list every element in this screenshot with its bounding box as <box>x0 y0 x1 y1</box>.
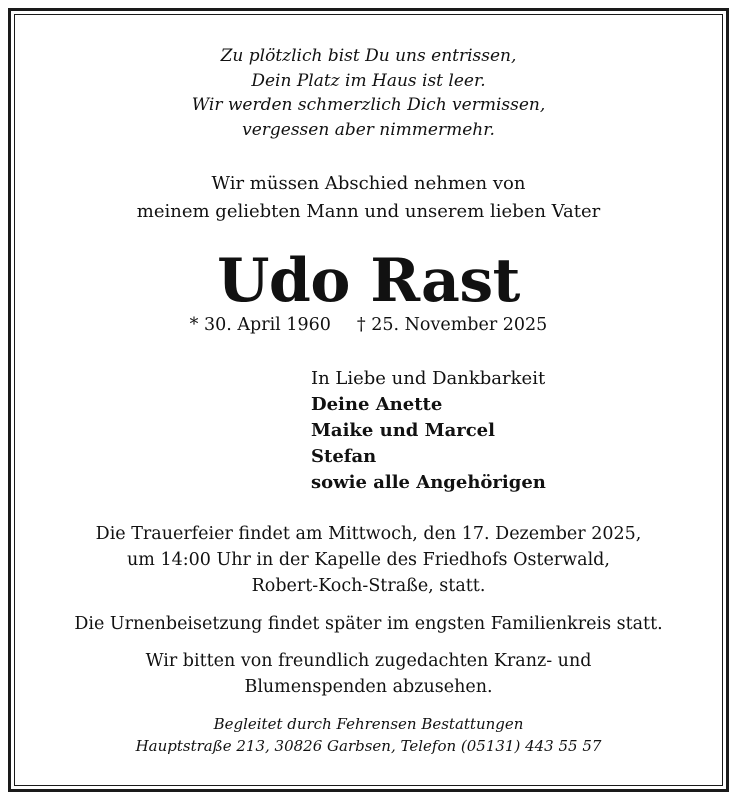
undertaker-line: Begleitet durch Fehrensen Bestattungen <box>213 715 524 733</box>
flower-donation-note <box>0 648 737 700</box>
undertaker-line: Hauptstraße 213, 30826 Garbsen, Telefon (05131) 443 55 57 <box>135 737 602 755</box>
ceremony-line: Robert-Koch-Straße, statt. <box>251 576 486 596</box>
undertaker-info <box>0 713 737 757</box>
poem-line: Zu plötzlich bist Du uns entrissen, <box>220 46 517 66</box>
family-intro: In Liebe und Dankbarkeit <box>311 368 546 389</box>
memorial-poem <box>0 44 737 142</box>
life-dates <box>0 312 737 338</box>
flowers-line: Wir bitten von freundlich zugedachten Kranz- und <box>145 651 592 671</box>
death-date: † 25. November 2025 <box>356 315 548 335</box>
poem-line: Dein Platz im Haus ist leer. <box>251 70 486 91</box>
family-signatures <box>311 366 546 496</box>
family-member: Maike und Marcel <box>311 420 495 441</box>
poem-line: vergessen aber nimmermehr. <box>242 119 495 140</box>
flowers-line: Blumenspenden abzusehen. <box>244 677 493 697</box>
urn-burial-info: Die Urnenbeisetzung findet später im engsten Familienkreis statt. <box>74 614 663 634</box>
ceremony-line: um 14:00 Uhr in der Kapelle des Friedhofs Osterwald, <box>127 550 610 570</box>
birth-date: * 30. April 1960 <box>189 315 331 335</box>
intro-line: Wir müssen Abschied nehmen von <box>211 173 526 194</box>
intro-line: meinem geliebten Mann und unserem lieben Vater <box>136 201 601 222</box>
poem-line: Wir werden schmerzlich Dich vermissen, <box>191 95 546 115</box>
family-member: Stefan <box>311 446 377 467</box>
farewell-intro <box>0 170 737 226</box>
family-member: Deine Anette <box>311 394 443 415</box>
family-member: sowie alle Angehörigen <box>311 472 546 493</box>
deceased-name: Udo Rast <box>217 246 520 316</box>
funeral-ceremony-info <box>0 521 737 599</box>
ceremony-line: Die Trauerfeier findet am Mittwoch, den 17. Dezember 2025, <box>95 524 642 544</box>
